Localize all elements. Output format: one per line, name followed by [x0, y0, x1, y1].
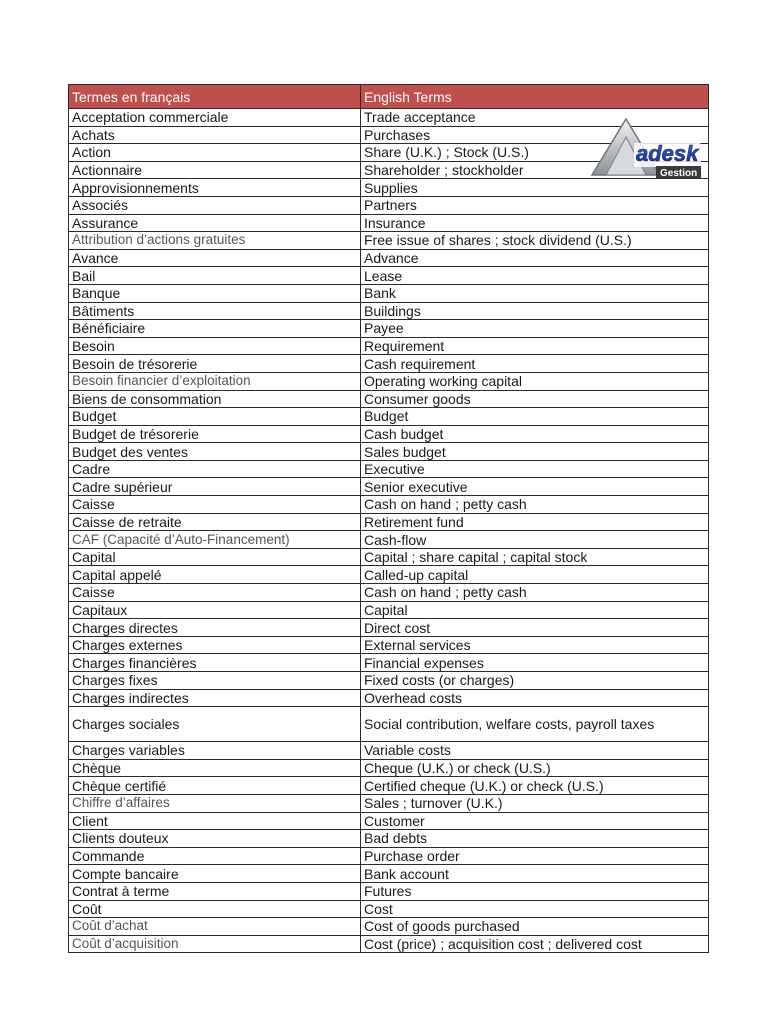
english-term-cell: Cash budget [361, 425, 709, 443]
table-row [69, 496, 709, 514]
french-term-cell: Bénéficiaire [69, 320, 361, 338]
table-row [69, 654, 709, 672]
french-term-cell: Charges externes [69, 636, 361, 654]
table-row [69, 759, 709, 777]
english-term-cell: Cash on hand ; petty cash [361, 584, 709, 602]
french-term-cell: Chèque certifié [69, 777, 361, 795]
english-term-cell: Budget [361, 408, 709, 426]
table-row [69, 794, 709, 812]
french-term-cell: Cadre [69, 460, 361, 478]
english-term-cell: Cheque (U.K.) or check (U.S.) [361, 759, 709, 777]
french-term-cell: Banque [69, 284, 361, 302]
french-term-cell: Coût [69, 900, 361, 918]
english-term-cell: Shareholder ; stockholder [361, 161, 709, 179]
table-row [69, 179, 709, 197]
table-row [69, 847, 709, 865]
english-term-cell: Operating working capital [361, 372, 709, 390]
english-term-cell: Senior executive [361, 478, 709, 496]
table-row [69, 513, 709, 531]
french-term-cell: Achats [69, 126, 361, 144]
table-row [69, 882, 709, 900]
english-term-cell: Payee [361, 320, 709, 338]
english-term-cell: External services [361, 636, 709, 654]
table-row [69, 460, 709, 478]
english-term-cell: Cash on hand ; petty cash [361, 496, 709, 514]
table-row [69, 601, 709, 619]
table-header-row [69, 85, 709, 109]
english-term-cell: Bank [361, 284, 709, 302]
french-term-cell: Avance [69, 249, 361, 267]
table-body [69, 109, 709, 953]
table-row [69, 372, 709, 390]
logo-brand-text: adesk [636, 141, 699, 166]
english-term-cell: Bank account [361, 865, 709, 883]
french-term-cell: Approvisionnements [69, 179, 361, 197]
french-term-cell: Caisse [69, 584, 361, 602]
header-english: English Terms [361, 85, 709, 109]
english-term-cell: Overhead costs [361, 689, 709, 707]
english-term-cell: Trade acceptance [361, 109, 709, 127]
french-term-cell: Capitaux [69, 601, 361, 619]
english-term-cell: Capital [361, 601, 709, 619]
english-term-cell: Sales budget [361, 443, 709, 461]
french-term-cell: Charges variables [69, 742, 361, 760]
glossary-table [68, 84, 709, 953]
english-term-cell: Lease [361, 267, 709, 285]
french-term-cell: Charges directes [69, 619, 361, 637]
table-row [69, 443, 709, 461]
adesk-gestion-logo [590, 117, 702, 179]
table-row [69, 249, 709, 267]
table-row [69, 531, 709, 549]
table-row [69, 232, 709, 250]
english-term-cell: Called-up capital [361, 566, 709, 584]
table-row [69, 320, 709, 338]
english-term-cell: Certified cheque (U.K.) or check (U.S.) [361, 777, 709, 795]
french-term-cell: Actionnaire [69, 161, 361, 179]
french-term-cell: Commande [69, 847, 361, 865]
french-term-cell: CAF (Capacité d’Auto-Financement) [69, 531, 361, 549]
english-term-cell: Capital ; share capital ; capital stock [361, 548, 709, 566]
french-term-cell: Chèque [69, 759, 361, 777]
english-term-cell: Variable costs [361, 742, 709, 760]
table-row [69, 548, 709, 566]
english-term-cell: Advance [361, 249, 709, 267]
french-term-cell: Attribution d’actions gratuites [69, 232, 361, 250]
table-row [69, 830, 709, 848]
english-term-cell: Retirement fund [361, 513, 709, 531]
table-row [69, 284, 709, 302]
english-term-cell: Futures [361, 882, 709, 900]
table-row [69, 689, 709, 707]
table-row [69, 777, 709, 795]
french-term-cell: Besoin [69, 337, 361, 355]
header-french: Termes en français [69, 85, 361, 109]
english-term-cell: Direct cost [361, 619, 709, 637]
table-row [69, 214, 709, 232]
french-term-cell: Bail [69, 267, 361, 285]
english-term-cell: Purchases [361, 126, 709, 144]
table-row [69, 812, 709, 830]
table-row [69, 918, 709, 936]
french-term-cell: Compte bancaire [69, 865, 361, 883]
french-term-cell: Caisse [69, 496, 361, 514]
table-row [69, 355, 709, 373]
french-term-cell: Capital [69, 548, 361, 566]
english-term-cell: Cost of goods purchased [361, 918, 709, 936]
french-term-cell: Contrat à terme [69, 882, 361, 900]
french-term-cell: Coût d’acquisition [69, 935, 361, 953]
english-term-cell: Share (U.K.) ; Stock (U.S.) [361, 144, 709, 162]
french-term-cell: Acceptation commerciale [69, 109, 361, 127]
english-term-cell: Sales ; turnover (U.K.) [361, 794, 709, 812]
english-term-cell: Cash requirement [361, 355, 709, 373]
table-row [69, 935, 709, 953]
french-term-cell: Assurance [69, 214, 361, 232]
table-row [69, 408, 709, 426]
english-term-cell: Financial expenses [361, 654, 709, 672]
table-row [69, 619, 709, 637]
english-term-cell: Consumer goods [361, 390, 709, 408]
english-term-cell: Cash-flow [361, 531, 709, 549]
english-term-cell: Fixed costs (or charges) [361, 672, 709, 690]
french-term-cell: Budget de trésorerie [69, 425, 361, 443]
french-term-cell: Client [69, 812, 361, 830]
english-term-cell: Free issue of shares ; stock dividend (U.S.) [361, 232, 709, 250]
table-row [69, 707, 709, 742]
table-row [69, 337, 709, 355]
table-row [69, 425, 709, 443]
table-row [69, 672, 709, 690]
french-term-cell: Charges sociales [69, 707, 361, 742]
logo-subtext: Gestion [660, 168, 698, 179]
french-term-cell: Charges fixes [69, 672, 361, 690]
french-term-cell: Budget [69, 408, 361, 426]
table-row [69, 900, 709, 918]
french-term-cell: Biens de consommation [69, 390, 361, 408]
english-term-cell: Cost [361, 900, 709, 918]
french-term-cell: Associés [69, 196, 361, 214]
french-term-cell: Clients douteux [69, 830, 361, 848]
french-term-cell: Capital appelé [69, 566, 361, 584]
english-term-cell: Bad debts [361, 830, 709, 848]
french-term-cell: Coût d’achat [69, 918, 361, 936]
table-row [69, 865, 709, 883]
english-term-cell: Purchase order [361, 847, 709, 865]
french-term-cell: Besoin de trésorerie [69, 355, 361, 373]
french-term-cell: Chiffre d’affaires [69, 794, 361, 812]
table-row [69, 742, 709, 760]
table-row [69, 196, 709, 214]
french-term-cell: Cadre supérieur [69, 478, 361, 496]
french-term-cell: Besoin financier d’exploitation [69, 372, 361, 390]
english-term-cell: Customer [361, 812, 709, 830]
english-term-cell: Cost (price) ; acquisition cost ; delivered cost [361, 935, 709, 953]
english-term-cell: Insurance [361, 214, 709, 232]
french-term-cell: Budget des ventes [69, 443, 361, 461]
french-term-cell: Charges indirectes [69, 689, 361, 707]
english-term-cell: Executive [361, 460, 709, 478]
table-row [69, 302, 709, 320]
english-term-cell: Supplies [361, 179, 709, 197]
table-row [69, 636, 709, 654]
table-row [69, 584, 709, 602]
english-term-cell: Requirement [361, 337, 709, 355]
table-row [69, 390, 709, 408]
table-row [69, 267, 709, 285]
table-row [69, 478, 709, 496]
english-term-cell: Buildings [361, 302, 709, 320]
english-term-cell: Social contribution, welfare costs, payroll taxes [361, 707, 709, 742]
french-term-cell: Caisse de retraite [69, 513, 361, 531]
french-term-cell: Bâtiments [69, 302, 361, 320]
french-term-cell: Action [69, 144, 361, 162]
english-term-cell: Partners [361, 196, 709, 214]
table-row [69, 566, 709, 584]
french-term-cell: Charges financières [69, 654, 361, 672]
